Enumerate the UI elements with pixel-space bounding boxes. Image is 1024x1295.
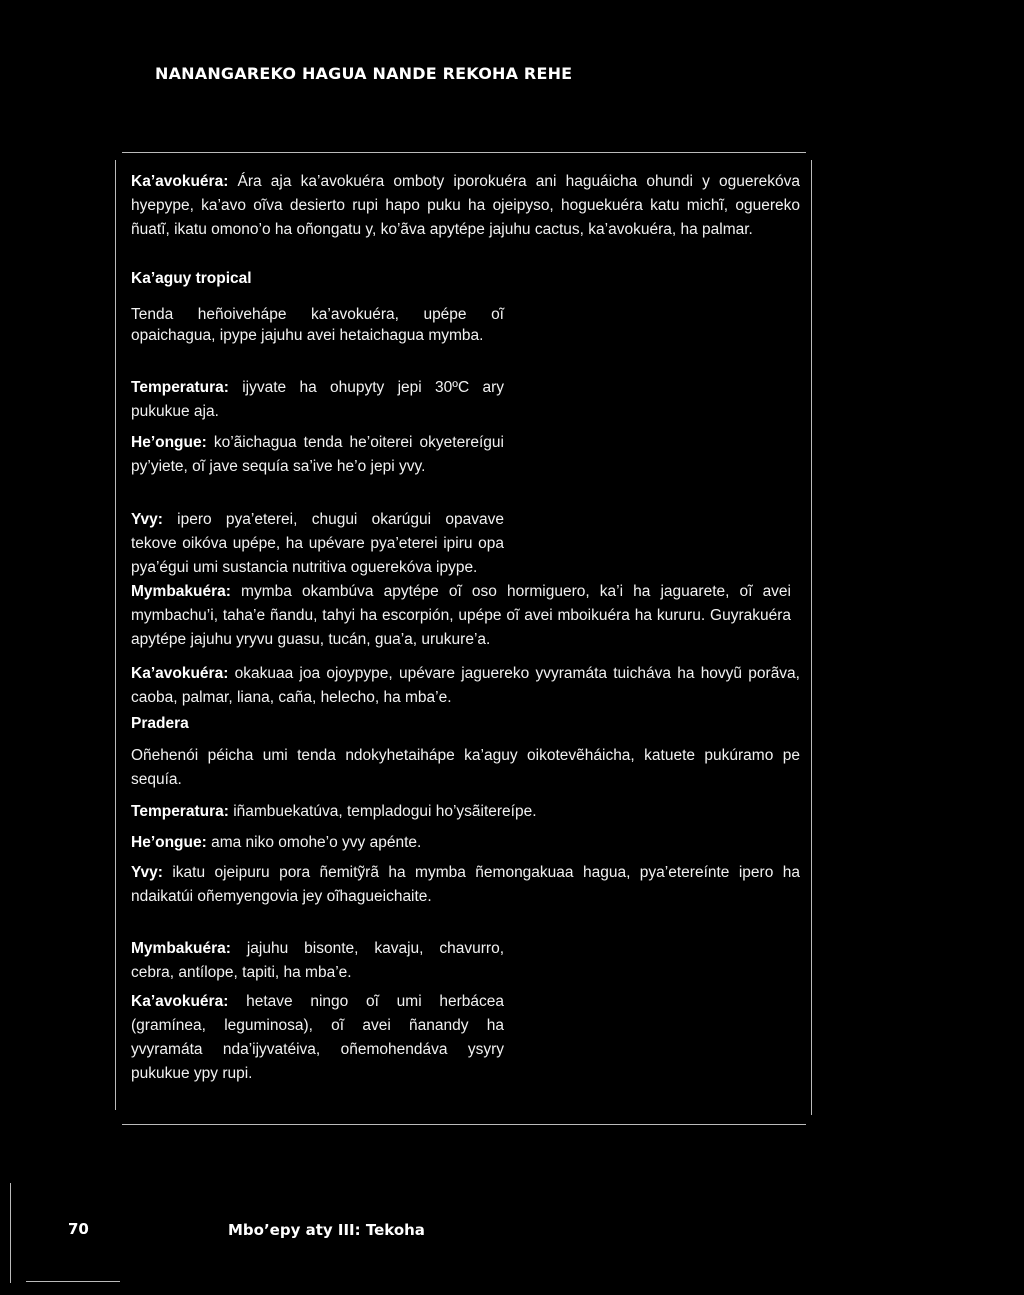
text-temperature: ijyvate ha ohupyty jepi 30ºC ary pukukue aja. [131,379,504,420]
label-plants: Ka’avokuéra: [131,665,229,682]
text-rain: ko’ãichagua tenda he’oiterei okyetereígui py’yiete, oĩ jave sequía sa’ive he’o jepi yvy. [131,434,504,475]
paragraph-temperature-prairie [131,800,800,824]
label-rain-prairie: He’ongue: [131,834,207,851]
text-vegetation: Ára aja ka’avokuéra omboty iporokuéra ani haguáicha ohundi y oguerekóva hyepype, ka’avo oĩva desierto rupi hapo puku ha ojeipyso, hoguekuéra katu michĩ, oguereko ñuatĩ, ikatu omono’o ha oñongatu y, ko’ãva apytépe jajuhu cactus, ka’avokuéra, ha palmar. [131,173,800,238]
box-bottom-rule [122,1124,806,1125]
text-rain-prairie: ama niko omohe’o yvy apénte. [206,834,422,851]
paragraph-tropical-intro [131,304,504,346]
paragraph-vegetation-desert [131,170,800,242]
label-temperature-prairie: Temperatura: [131,803,229,820]
paragraph-rain-tropical [131,431,504,479]
label-plants-prairie: Ka’avokuéra: [131,993,229,1010]
text-temperature-prairie: iñambuekatúva, templadogui ho’ysãitereípe. [228,803,537,820]
heading-tropical-forest: Ka’aguy tropical [131,270,252,287]
footer-bottom-rule [26,1281,120,1282]
paragraph-rain-prairie [131,831,800,855]
running-header: NANANGAREKO HAGUA NANDE REKOHA REHE [155,64,573,83]
heading-prairie: Pradera [131,715,189,732]
label-vegetation: Ka’avokuéra: [131,173,229,190]
text-plants: okakuaa joa ojoypype, upévare jaguereko yvyramáta tuicháva ha hovyũ porãva, caoba, palmar, liana, caña, helecho, ha mba’e. [131,665,800,706]
footer-vertical-rule [10,1183,11,1283]
text-plants-prairie: hetave ningo oĩ umi herbácea (gramínea, leguminosa), oĩ avei ñanandy ha yvyramáta nda’ijyvatéiva, oñemohendáva ysyry pukukue ypy rupi. [131,993,504,1082]
paragraph-temperature-tropical [131,376,504,424]
box-right-edge [811,160,812,1115]
text-soil-prairie: ikatu ojeipuru pora ñemitỹrã ha mymba ñemongakuaa hagua, pya’etereínte ipero ha ndaikatúi oñemyengovia jey oĩhagueichaite. [131,864,800,905]
label-rain: He’ongue: [131,434,207,451]
text-animals-prairie: jajuhu bisonte, kavaju, chavurro, cebra, antílope, tapiti, ha mba’e. [131,940,504,981]
label-temperature: Temperatura: [131,379,229,396]
text-soil: ipero pya’eterei, chugui okarúgui opavave tekove oikóva upépe, ha upévare pya’eterei ipiru opa pya’égui umi sustancia nutritiva oguerekóva ipype. [131,511,504,576]
paragraph-plants-tropical [131,662,800,710]
box-top-rule [122,152,806,153]
footer-chapter-title: Mbo’epy aty III: Tekoha [228,1221,425,1239]
label-animals: Mymbakuéra: [131,583,231,600]
label-soil: Yvy: [131,511,163,528]
paragraph-animals-prairie [131,937,504,985]
text-tropical-intro: Tenda heñoiveháp‍e ka’avokuéra, upépe oĩ opaichagua, ipype jajuhu avei hetaichagua mymba. [131,306,504,344]
paragraph-animals-tropical [131,580,791,652]
text-prairie-intro: Oñehenói péicha umi tenda ndokyhetaiháp‍e ka’aguy oikotevẽháicha, katuete pukúramo pe sequía. [131,747,800,788]
paragraph-prairie-intro [131,744,800,792]
label-soil-prairie: Yvy: [131,864,163,881]
paragraph-soil-prairie [131,861,800,909]
paragraph-plants-prairie [131,990,504,1086]
page-number: 70 [68,1220,89,1238]
box-left-edge [115,160,116,1110]
text-animals: mymba okambúva apytépe oĩ oso hormiguero, ka’i ha jaguarete, oĩ avei mymbachu’i, taha’e ñandu, tahyi ha escorpión, upépe oĩ avei mboikuéra ha kururu. Guyrakuéra apytépe jajuhu yryvu guasu, tucán, gua’a, urukure’a. [131,583,791,648]
paragraph-soil-tropical [131,508,504,580]
label-animals-prairie: Mymbakuéra: [131,940,231,957]
